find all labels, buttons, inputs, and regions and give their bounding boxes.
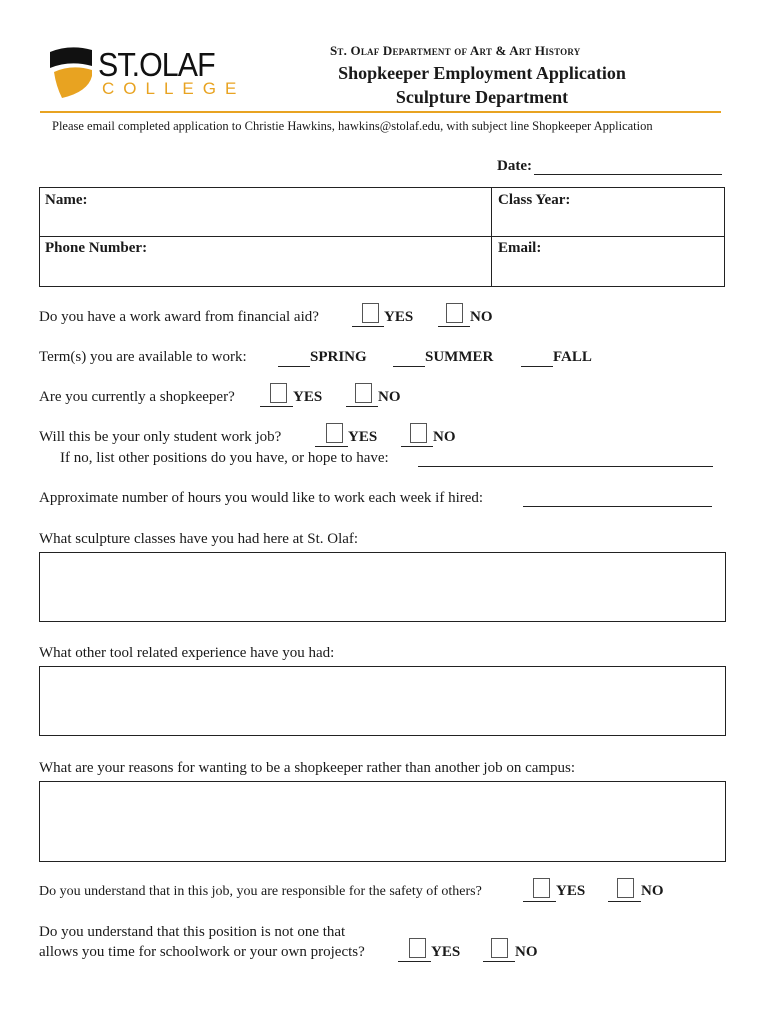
safety-yes-checkbox[interactable] xyxy=(533,878,550,898)
only-job-yes-label: YES xyxy=(348,429,378,445)
work-award-no-label: NO xyxy=(470,309,493,325)
question-terms: Term(s) you are available to work: xyxy=(39,349,247,365)
reasons-textarea[interactable] xyxy=(39,781,726,862)
not-projects-yes-checkbox[interactable] xyxy=(409,938,426,958)
safety-no-label: NO xyxy=(641,883,664,899)
question-tool-experience: What other tool related experience have you had: xyxy=(39,645,335,661)
page-title: Shopkeeper Employment Application xyxy=(338,63,626,83)
current-shopkeeper-yes-checkbox[interactable] xyxy=(270,383,287,403)
classes-textarea[interactable] xyxy=(39,552,726,622)
summer-label: SUMMER xyxy=(425,349,494,365)
current-shopkeeper-no-label: NO xyxy=(378,389,401,405)
question-not-projects-line1: Do you understand that this position is not one that xyxy=(39,924,346,940)
phone-field[interactable]: Phone Number: xyxy=(45,240,148,256)
fall-blank[interactable] xyxy=(521,366,553,367)
work-award-yes-label: YES xyxy=(384,309,414,325)
safety-no-checkbox[interactable] xyxy=(617,878,634,898)
not-projects-no-label: NO xyxy=(515,944,538,960)
department-name: St. Olaf Department of Art & Art History xyxy=(330,43,581,58)
question-only-job: Will this be your only student work job? xyxy=(39,429,282,445)
question-classes: What sculpture classes have you had here at St. Olaf: xyxy=(39,531,359,547)
date-field[interactable] xyxy=(534,174,722,175)
header-divider xyxy=(40,111,721,113)
hours-field[interactable] xyxy=(523,506,712,507)
question-safety: Do you understand that in this job, you are responsible for the safety of others? xyxy=(39,884,482,899)
work-award-no-checkbox[interactable] xyxy=(446,303,463,323)
work-award-yes-checkbox[interactable] xyxy=(362,303,379,323)
class-year-field[interactable]: Class Year: xyxy=(498,192,571,208)
question-not-projects-line2: allows you time for schoolwork or your own projects? xyxy=(39,944,365,960)
question-work-award: Do you have a work award from financial aid? xyxy=(39,309,319,325)
summer-blank[interactable] xyxy=(393,366,425,367)
question-reasons: What are your reasons for wanting to be a shopkeeper rather than another job on campus: xyxy=(39,760,576,776)
question-hours: Approximate number of hours you would like to work each week if hired: xyxy=(39,490,484,506)
college-logo-icon xyxy=(48,46,94,100)
only-job-no-checkbox[interactable] xyxy=(410,423,427,443)
not-projects-yes-label: YES xyxy=(431,944,461,960)
email-field[interactable]: Email: xyxy=(498,240,542,256)
spring-label: SPRING xyxy=(310,349,367,365)
logo-wordmark: ST.OLAF xyxy=(98,46,215,83)
page-subtitle: Sculpture Department xyxy=(395,87,569,107)
question-other-positions: If no, list other positions do you have, or hope to have: xyxy=(60,450,389,466)
other-positions-field[interactable] xyxy=(418,466,713,467)
instructions: Please email completed application to Christie Hawkins, hawkins@stolaf.edu, with subject line Shopkeeper Application xyxy=(52,119,653,133)
logo-subtext: COLLEGE xyxy=(102,79,246,98)
only-job-no-label: NO xyxy=(433,429,456,445)
fall-label: FALL xyxy=(553,349,592,365)
tool-experience-textarea[interactable] xyxy=(39,666,726,736)
current-shopkeeper-yes-label: YES xyxy=(293,389,323,405)
date-label: Date: xyxy=(497,158,532,174)
name-field[interactable]: Name: xyxy=(45,192,88,208)
safety-yes-label: YES xyxy=(556,883,586,899)
spring-blank[interactable] xyxy=(278,366,310,367)
current-shopkeeper-no-checkbox[interactable] xyxy=(355,383,372,403)
question-current-shopkeeper: Are you currently a shopkeeper? xyxy=(39,389,235,405)
only-job-yes-checkbox[interactable] xyxy=(326,423,343,443)
applicant-info-table xyxy=(39,187,725,287)
not-projects-no-checkbox[interactable] xyxy=(491,938,508,958)
